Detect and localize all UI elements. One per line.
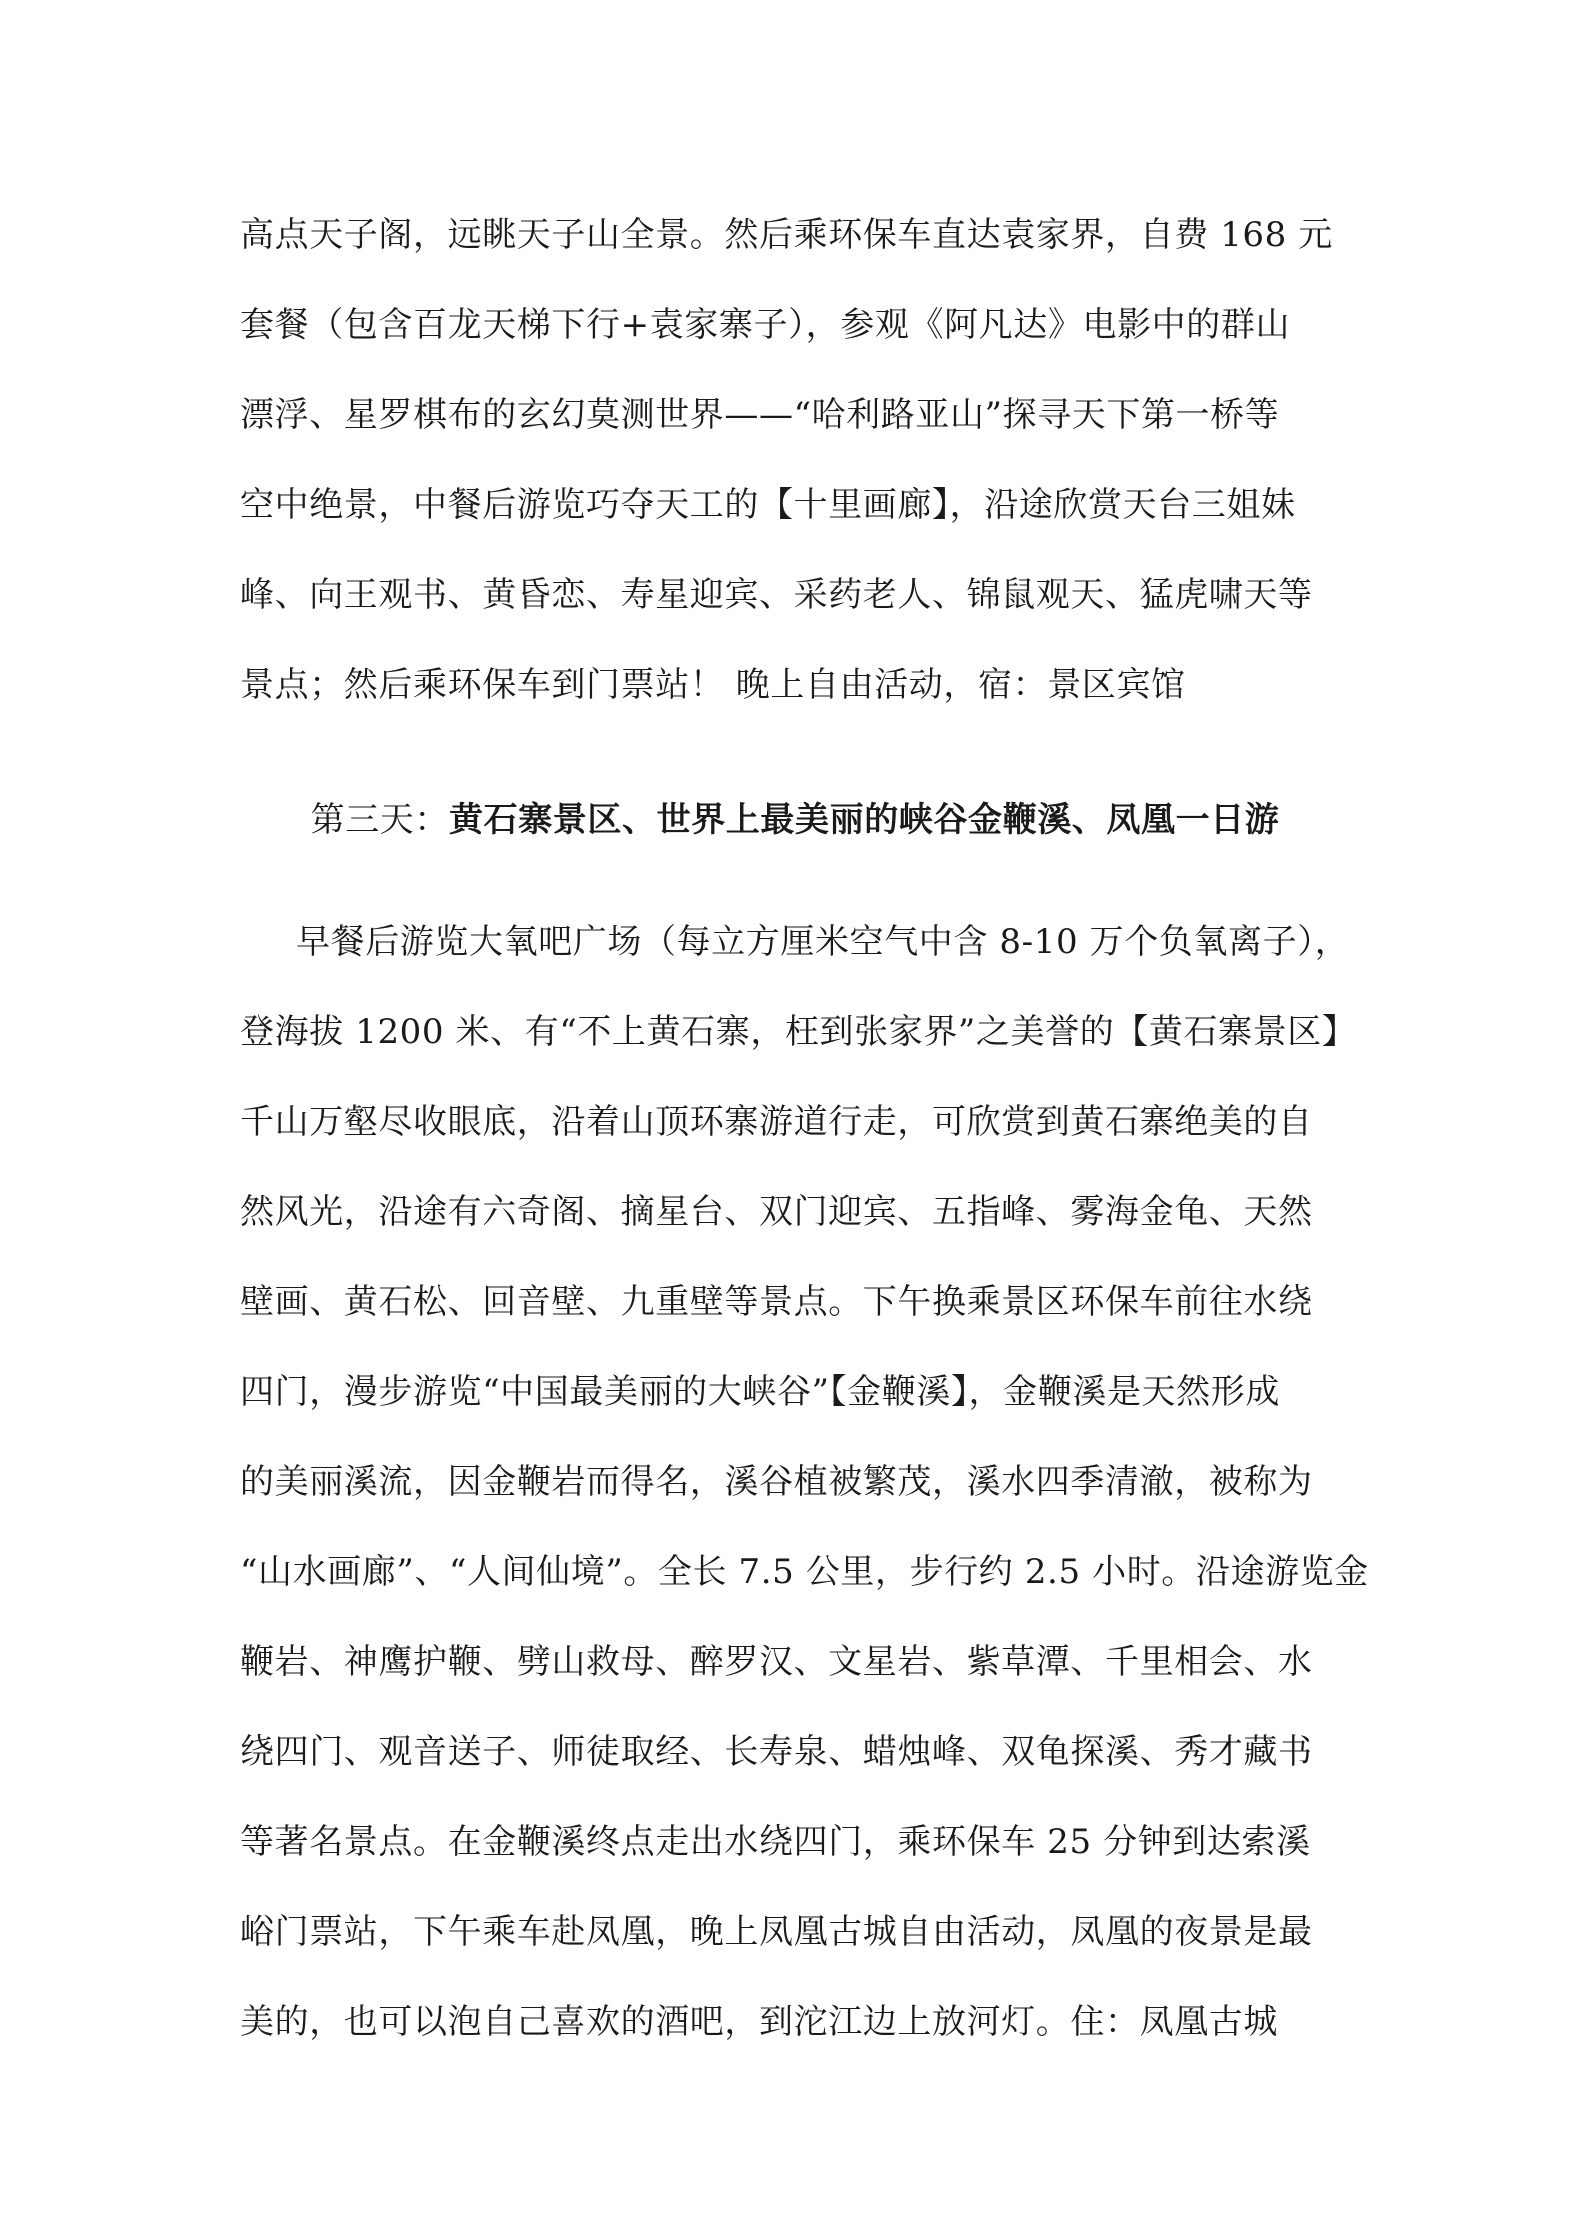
text-line: 登海拔 1200 米、有“不上黄石寨，枉到张家界”之美誉的【黄石寨景区】: [240, 1012, 1357, 1052]
text-line: 的美丽溪流，因金鞭岩而得名，溪谷植被繁茂，溪水四季清澈，被称为: [240, 1462, 1313, 1502]
text-line: 套餐（包含百龙天梯下行+袁家寨子），参观《阿凡达》电影中的群山: [240, 305, 1291, 345]
text-line: 空中绝景，中餐后游览巧夺天工的【十里画廊】，沿途欣赏天台三姐妹: [240, 485, 1296, 525]
text-line: 然风光，沿途有六奇阁、摘星台、双门迎宾、五指峰、雾海金龟、天然: [240, 1192, 1313, 1232]
day-label: 第三天：: [310, 800, 449, 840]
text-line: 美的，也可以泡自己喜欢的酒吧，到沱江边上放河灯。住：凤凰古城: [240, 2002, 1278, 2042]
text-line: 等著名景点。在金鞭溪终点走出水绕四门，乘环保车 25 分钟到达索溪: [240, 1822, 1311, 1862]
day-three-heading: [240, 780, 1350, 860]
text-line: 早餐后游览大氧吧广场（每立方厘米空气中含 8-10 万个负氧离子），: [296, 922, 1350, 962]
text-line: 峪门票站，下午乘车赴凤凰，晚上凤凰古城自由活动，凤凰的夜景是最: [240, 1912, 1313, 1952]
text-line: 四门，漫步游览“中国最美丽的大峡谷”【金鞭溪】，金鞭溪是天然形成: [240, 1372, 1280, 1412]
text-line: 漂浮、星罗棋布的玄幻莫测世界——“哈利路亚山”探寻天下第一桥等: [240, 395, 1280, 435]
paragraph-itinerary-day-two-continued: [240, 190, 1350, 730]
text-line: 高点天子阁，远眺天子山全景。然后乘环保车直达袁家界，自费 168 元: [240, 215, 1333, 255]
text-line: 千山万壑尽收眼底，沿着山顶环寨游道行走，可欣赏到黄石寨绝美的自: [240, 1102, 1313, 1142]
text-line: 绕四门、观音送子、师徒取经、长寿泉、蜡烛峰、双龟探溪、秀才藏书: [240, 1732, 1313, 1772]
text-line: 景点；然后乘环保车到门票站！ 晚上自由活动，宿：景区宾馆: [240, 665, 1186, 705]
text-line: “山水画廊”、“人间仙境”。全长 7.5 公里，步行约 2.5 小时。沿途游览金: [240, 1552, 1369, 1592]
text-line: 鞭岩、神鹰护鞭、劈山救母、醉罗汉、文星岩、紫草潭、千里相会、水: [240, 1642, 1313, 1682]
text-line: 壁画、黄石松、回音壁、九重壁等景点。下午换乘景区环保车前往水绕: [240, 1282, 1313, 1322]
paragraph-itinerary-day-three: [240, 897, 1369, 2067]
text-line: 峰、向王观书、黄昏恋、寿星迎宾、采药老人、锦鼠观天、猛虎啸天等: [240, 575, 1313, 615]
day-title: 黄石寨景区、世界上最美丽的峡谷金鞭溪、凤凰一日游: [449, 800, 1280, 840]
